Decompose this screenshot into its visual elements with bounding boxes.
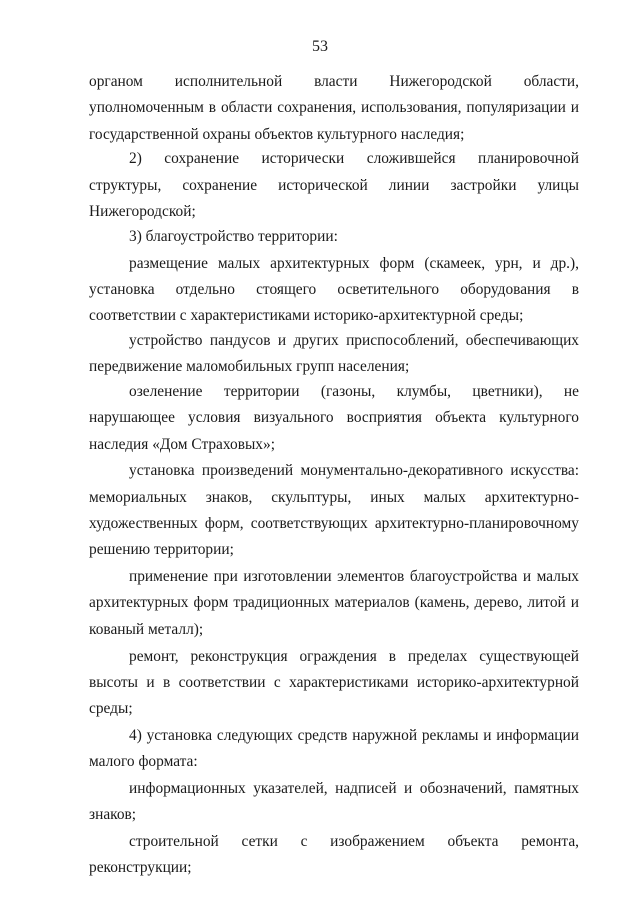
paragraph-item-2: 2) сохранение исторически сложившейся планировочной структуры, сохранение исторической линии застройки улицы Нижегородской; — [89, 150, 579, 220]
paragraph-construction-mesh: строительной сетки с изображением объекта ремонта, реконструкции; — [89, 833, 579, 877]
paragraph-signs: информационных указателей, надписей и обозначений, памятных знаков; — [89, 780, 579, 824]
page-number: 53 — [312, 38, 328, 55]
paragraph-materials: применение при изготовлении элементов благоустройства и малых архитектурных форм традиционных материалов (камень, дерево, литой и кованый металл); — [89, 568, 579, 638]
paragraph-ramps: устройство пандусов и других приспособлений, обеспечивающих передвижение маломобильных групп населения; — [89, 331, 579, 376]
paragraph-small-forms: размещение малых архитектурных форм (скамеек, урн, и др.), установка отдельно стоящего осветительного оборудования в соответствии с характеристиками историко-архитектурной среды; — [89, 254, 579, 325]
paragraph-item-3: 3) благоустройство территории: — [129, 227, 338, 245]
paragraph-monumental-art: установка произведений монументально-декоративного искусства: мемориальных знаков, скульптуры, иных малых архитектурно-художественных форм, соответствующих архитектурно-планировочному решению территории; — [89, 462, 579, 559]
paragraph-landscaping: озеленение территории (газоны, клумбы, цветники), не нарушающее условия визуального восприятия объекта культурного наследия «Дом Страховых»; — [89, 383, 579, 453]
paragraph-item-4: 4) установка следующих средств наружной рекламы и информации малого формата: — [89, 726, 579, 771]
paragraph-fence-repair: ремонт, реконструкция ограждения в пределах существующей высоты и в соответствии с характеристиками историко-архитектурной среды; — [89, 647, 579, 718]
paragraph-continuation: органом исполнительной власти Нижегородской области, уполномоченным в области сохранения, использования, популяризации и государственной охраны объектов культурного наследия; — [89, 73, 579, 143]
document-body — [89, 69, 579, 882]
